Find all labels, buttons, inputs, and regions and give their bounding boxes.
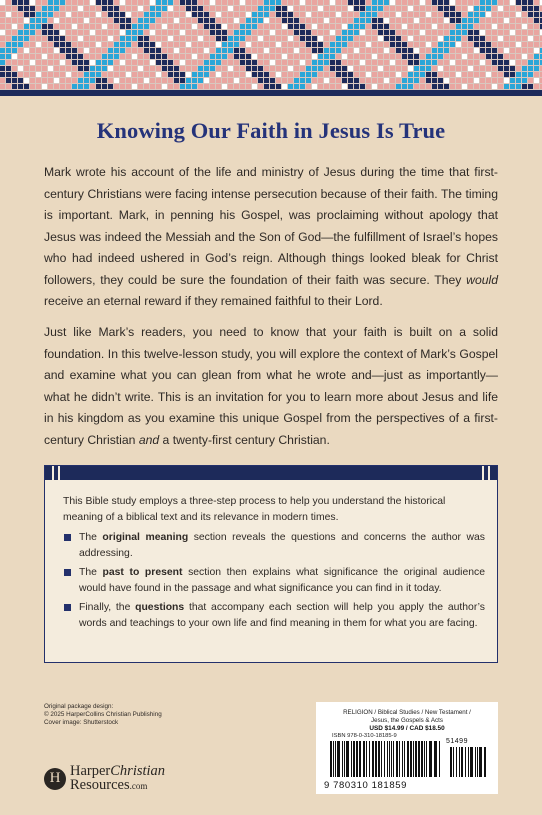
page-title: Knowing Our Faith in Jesus Is True [96, 118, 446, 143]
isbn-label: ISBN 978-0-310-18185-9 [332, 733, 397, 739]
step-list [63, 530, 485, 635]
step-term: questions [135, 602, 185, 613]
credit-line: Original package design: [44, 703, 114, 710]
step-item-original-meaning: The original meaning section reveals the questions and concerns the author was addressing. [63, 530, 485, 562]
bullet-square-icon [64, 534, 71, 541]
publisher-logo: H HarperChristian Resources.com [44, 764, 165, 793]
barcode-digits: 9 780310 181859 [324, 780, 407, 791]
barcode-panel [316, 702, 498, 794]
bullet-square-icon [64, 569, 71, 576]
paragraph-2-text-a: Just like Mark’s readers, you need to know that your faith is built on a solid foundation. In this twelve-lesson study, you will explore the context of Mark’s Gospel and examine what you can glean from what he wrote and—just as importantly—what he didn’t write. This is an invitation for you to learn more about Jesus and life in his kingdom as you examine this unique Gospel from the perspectives of a first-century Christian [44, 325, 498, 447]
paragraph-2 [44, 322, 498, 451]
barcode-image [328, 741, 488, 779]
credit-line: © 2025 HarperCollins Christian Publishing [44, 711, 162, 718]
publisher-mark-icon: H [44, 768, 66, 790]
bisac-category: RELIGION / Biblical Studies / New Testament / Jesus, the Gospels & Acts [343, 709, 471, 724]
paragraph-1-text-b: receive an eternal reward if they remained faithful to their Lord. [44, 294, 383, 308]
step-term: past to present [102, 567, 183, 578]
step-term: original meaning [102, 532, 189, 543]
paragraph-1-emphasis: would [466, 272, 498, 287]
study-method-box [44, 465, 498, 663]
woven-pattern-image [0, 0, 542, 90]
box-intro: This Bible study employs a three-step process to help you understand the historical meaning of a biblical text and its relevance in modern times. [63, 496, 446, 523]
paragraph-2-text-b: a twenty-first century Christian. [159, 432, 330, 447]
paragraph-2-emphasis: and [138, 432, 160, 447]
bullet-square-icon [64, 604, 71, 611]
step-item-questions: Finally, the questions that accompany each section will help you apply the author’s words and teachings to your own life and find meaning in them for what you are facing. [63, 600, 485, 632]
credits [44, 703, 162, 727]
barcode-addon-number: 51499 [446, 738, 468, 745]
step-item-past-to-present: The past to present section then explains what significance the original audience would have found in the passage and what significance you can find in it today. [63, 565, 485, 597]
paragraph-1 [44, 162, 498, 313]
banner-rule [0, 90, 542, 96]
price-label: USD $14.99 / CAD $18.50 [369, 725, 445, 732]
box-header-bar [45, 466, 497, 480]
credit-line: Cover image: Shutterstock [44, 719, 119, 726]
paragraph-1-text-a: Mark wrote his account of the life and ministry of Jesus during the time that first-century Christians were facing intense persecution because of their faith. The timing is important. Mark, in penning his Gospel, was proclaiming without apology that Jesus was indeed the Messiah and the Son of God—the fulfillment of Israel’s hopes who had indeed ushered in God’s reign. Although things looked bleak for Christ followers, they could be sure the foundation of their faith was secure. They [44, 165, 498, 287]
banner-pattern [0, 0, 542, 90]
